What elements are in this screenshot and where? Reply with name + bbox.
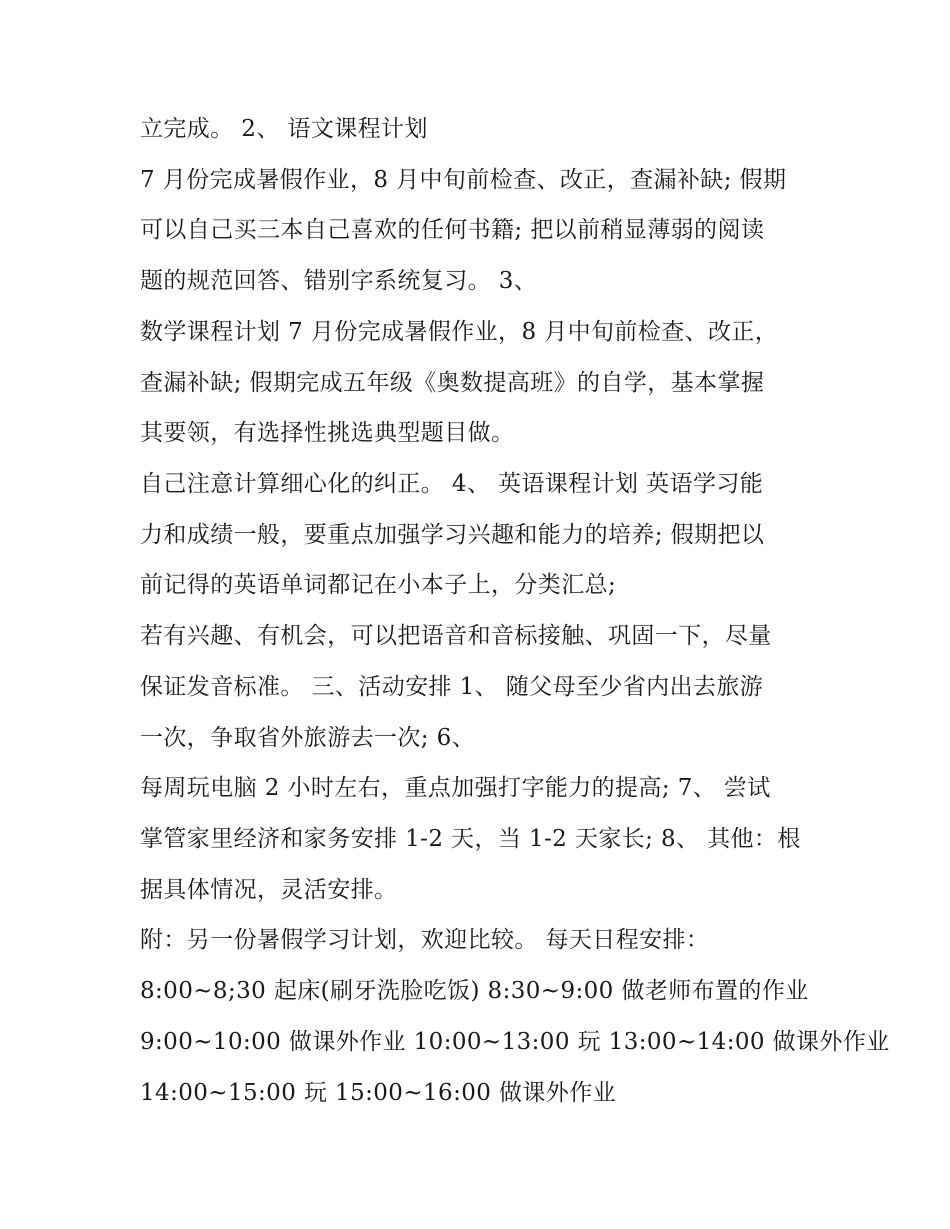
- text-line-6: 查漏补缺; 假期完成五年级《奥数提高班》的自学，基本掌握: [140, 370, 765, 396]
- text-line-19: 9:00~10:00 做课外作业 10:00~13:00 玩 13:00~14:00 做课外作业: [140, 1029, 890, 1055]
- text-line-17: 附：另一份暑假学习计划，欢迎比较。 每天日程安排：: [140, 927, 710, 953]
- text-line-15: 掌管家里经济和家务安排 1-2 天，当 1-2 天家长; 8、 其他：根: [140, 826, 801, 852]
- text-line-2: 7 月份完成暑假作业，8 月中旬前检查、改正，查漏补缺; 假期: [140, 167, 787, 193]
- text-line-16: 据具体情况，灵活安排。: [140, 877, 398, 903]
- text-line-18: 8:00~8;30 起床(刷牙洗脸吃饭) 8:30~9:00 做老师布置的作业: [140, 978, 809, 1004]
- text-line-1: 立完成。 2、 语文课程计划: [140, 116, 428, 142]
- text-line-5: 数学课程计划 7 月份完成暑假作业，8 月中旬前检查、改正，: [140, 319, 779, 345]
- text-line-9: 力和成绩一般，要重点加强学习兴趣和能力的培养; 假期把以: [140, 522, 765, 548]
- text-line-12: 保证发音标准。 三、活动安排 1、 随父母至少省内出去旅游: [140, 674, 764, 700]
- text-line-13: 一次，争取省外旅游去一次; 6、: [140, 725, 476, 751]
- text-line-14: 每周玩电脑 2 小时左右，重点加强打字能力的提高; 7、 尝试: [140, 775, 771, 801]
- text-line-8: 自己注意计算细心化的纠正。 4、 英语课程计划 英语学习能: [140, 471, 764, 497]
- text-line-4: 题的规范回答、错别字系统复习。 3、: [140, 268, 538, 294]
- text-line-11: 若有兴趣、有机会，可以把语音和音标接触、巩固一下，尽量: [140, 623, 772, 649]
- text-line-3: 可以自己买三本自己喜欢的任何书籍; 把以前稍显薄弱的阅读: [140, 217, 765, 243]
- text-line-20: 14:00~15:00 玩 15:00~16:00 做课外作业: [140, 1080, 617, 1106]
- text-line-10: 前记得的英语单词都记在小本子上，分类汇总;: [140, 572, 617, 598]
- text-line-7: 其要领，有选择性挑选典型题目做。: [140, 420, 515, 446]
